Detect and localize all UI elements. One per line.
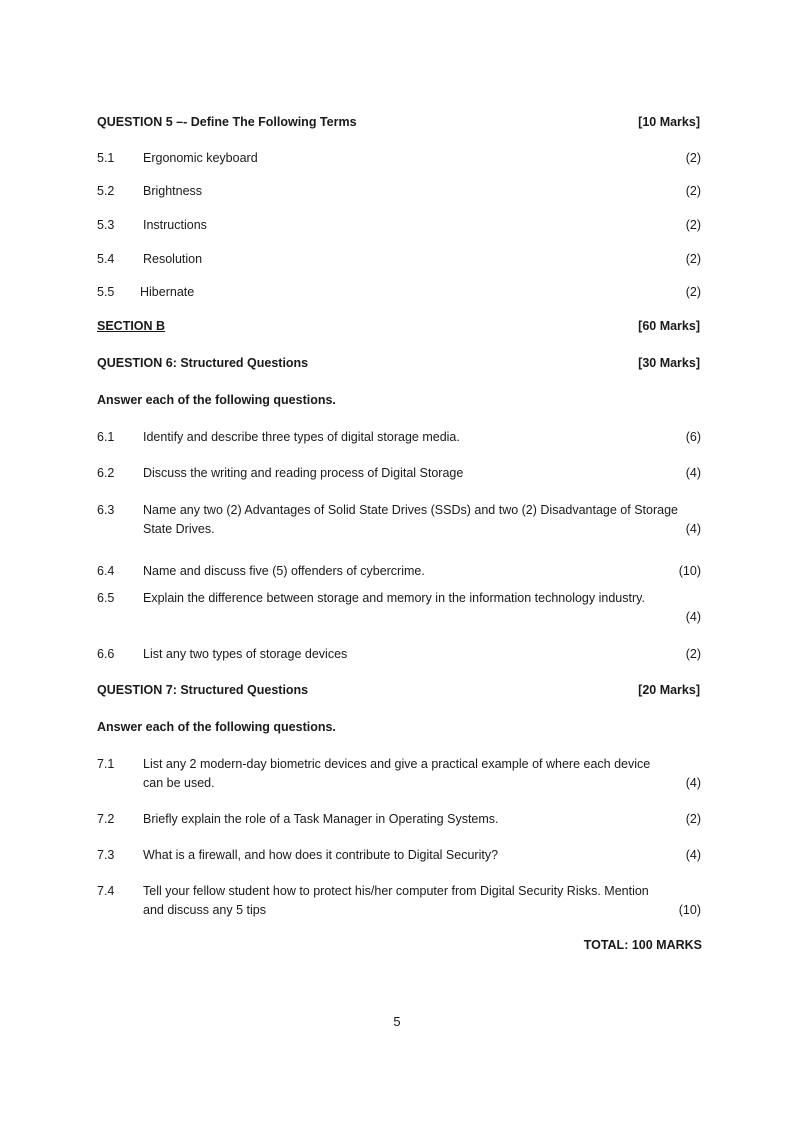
item-marks: (2) [685, 647, 701, 661]
item-text: List any 2 modern-day biometric devices and give a practical example of where each device can be used. [143, 757, 651, 790]
question-item [0, 250, 794, 268]
question-7-header [0, 681, 794, 699]
item-number: 6.3 [97, 503, 115, 517]
item-marks: (4) [685, 466, 701, 480]
item-text: Identify and describe three types of digital storage media. [143, 430, 460, 444]
item-number: 7.1 [97, 757, 115, 771]
item-marks: (2) [685, 812, 701, 826]
page-number: 5 [393, 1014, 401, 1029]
instruction-text: Answer each of the following questions. [97, 393, 336, 407]
item-number: 6.6 [97, 647, 115, 661]
item-text: Ergonomic keyboard [143, 151, 258, 165]
section-b-header [0, 317, 794, 335]
question-item [0, 216, 794, 234]
item-text: Name any two (2) Advantages of Solid State Drives (SSDs) and two (2) Disadvantage of Storage State Drives. [143, 503, 678, 536]
item-number: 5.1 [97, 151, 115, 165]
section-title: SECTION B [97, 319, 166, 333]
item-number: 5.4 [97, 252, 115, 266]
item-number: 7.2 [97, 812, 115, 826]
question-item [0, 882, 794, 920]
question-title: QUESTION 5 –- Define The Following Terms [97, 115, 357, 129]
item-marks: (2) [685, 218, 701, 232]
instruction-text: Answer each of the following questions. [97, 720, 336, 734]
question-item [0, 755, 794, 793]
question-title: QUESTION 7: Structured Questions [97, 683, 309, 697]
instruction [0, 718, 794, 736]
item-marks: (4) [685, 522, 701, 536]
question-marks: [20 Marks] [638, 683, 700, 697]
item-text: Hibernate [140, 285, 195, 299]
item-marks: (10) [678, 903, 701, 917]
question-6-header [0, 354, 794, 372]
total-row [0, 936, 794, 954]
item-marks: (2) [685, 252, 701, 266]
item-text: Discuss the writing and reading process of Digital Storage [143, 466, 464, 480]
item-number: 6.5 [97, 591, 115, 605]
item-number: 6.2 [97, 466, 115, 480]
item-number: 5.5 [97, 285, 115, 299]
item-marks: (2) [685, 285, 701, 299]
section-marks: [60 Marks] [638, 319, 700, 333]
item-text: Name and discuss five (5) offenders of cybercrime. [143, 564, 425, 578]
item-marks: (4) [685, 848, 701, 862]
item-marks: (10) [678, 564, 701, 578]
item-text: Resolution [143, 252, 203, 266]
question-item [0, 562, 794, 580]
question-item [0, 182, 794, 200]
item-number: 7.3 [97, 848, 115, 862]
item-marks: (2) [685, 151, 701, 165]
question-title: QUESTION 6: Structured Questions [97, 356, 309, 370]
item-number: 6.1 [97, 430, 115, 444]
question-marks: [10 Marks] [638, 115, 700, 129]
item-marks: (2) [685, 184, 701, 198]
question-item [0, 589, 794, 627]
item-marks: (4) [685, 610, 701, 624]
instruction [0, 391, 794, 409]
question-item [0, 428, 794, 446]
item-marks: (4) [685, 776, 701, 790]
total-marks: TOTAL: 100 MARKS [583, 938, 702, 952]
question-5-header [0, 113, 794, 131]
question-item [0, 501, 794, 539]
item-text: List any two types of storage devices [143, 647, 348, 661]
question-item [0, 464, 794, 482]
question-item [0, 846, 794, 864]
item-text: Tell your fellow student how to protect his/her computer from Digital Security Risks. Mention and discuss any 5 tips [143, 884, 649, 917]
item-number: 5.2 [97, 184, 115, 198]
question-item [0, 149, 794, 167]
question-item [0, 645, 794, 663]
item-text: What is a firewall, and how does it contribute to Digital Security? [143, 848, 499, 862]
question-item [0, 810, 794, 828]
question-item [0, 283, 794, 301]
item-number: 7.4 [97, 884, 115, 898]
item-text: Brightness [143, 184, 203, 198]
item-text: Instructions [143, 218, 207, 232]
item-number: 6.4 [97, 564, 115, 578]
item-text: Briefly explain the role of a Task Manager in Operating Systems. [143, 812, 499, 826]
item-text: Explain the difference between storage and memory in the information technology industry. [143, 591, 645, 605]
question-marks: [30 Marks] [638, 356, 700, 370]
item-number: 5.3 [97, 218, 115, 232]
item-marks: (6) [685, 430, 701, 444]
